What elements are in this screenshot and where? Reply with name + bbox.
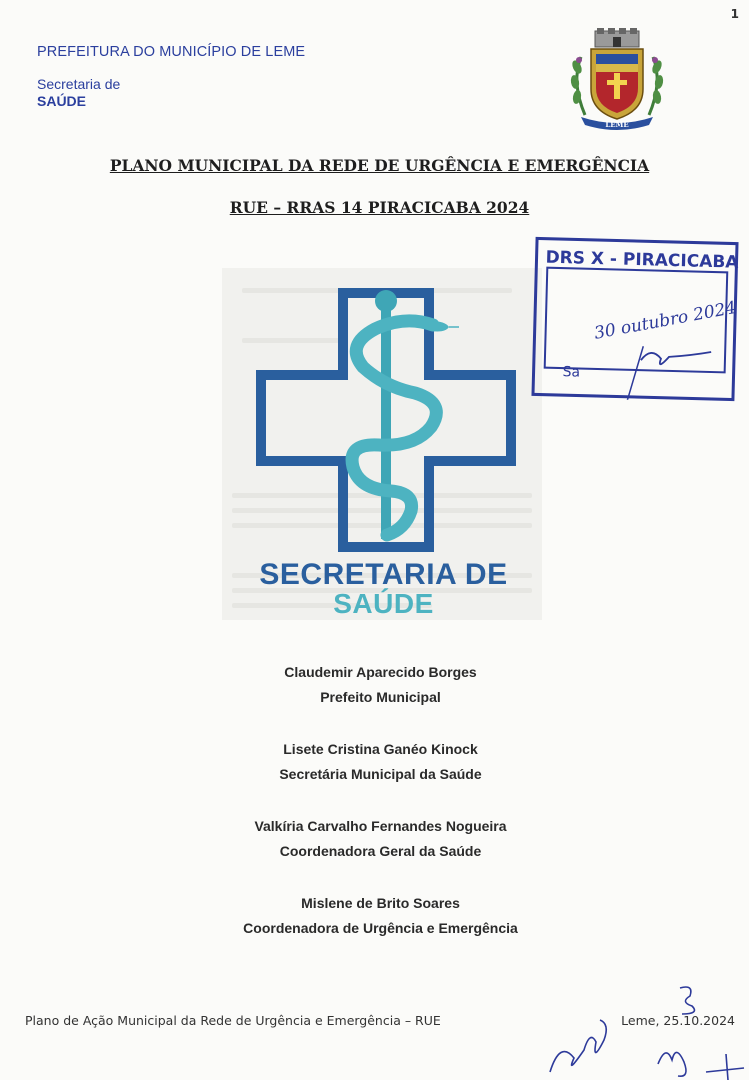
- document-title-line2: RUE – RRAS 14 PIRACICABA 2024: [229, 198, 530, 217]
- coat-of-arms-icon: [567, 27, 667, 133]
- stamp-header: DRS X - PIRACICABA: [545, 247, 739, 273]
- signatories-list: [0, 660, 749, 968]
- saude-label: SAÚDE: [37, 93, 87, 109]
- signatory-name: Valkíria Carvalho Fernandes Nogueira: [254, 818, 507, 834]
- prefeitura-title: PREFEITURA DO MUNICÍPIO DE LEME: [37, 44, 306, 60]
- signatory-3: [12, 814, 749, 864]
- document-title-line1: PLANO MUNICIPAL DA REDE DE URGÊNCIA E EMERGÊNCIA: [109, 156, 650, 175]
- coat-of-arms-banner: LEME: [605, 120, 629, 129]
- stamp-footer: Sa: [562, 364, 581, 381]
- signatory-role: Coordenadora Geral da Saúde: [279, 843, 482, 859]
- secretaria-label: Secretaria de: [37, 76, 121, 92]
- logo-text-secretaria: SECRETARIA DE: [259, 558, 508, 591]
- signatory-4: [12, 891, 749, 941]
- stamp-date: 30 outubro 2024: [592, 297, 738, 344]
- signatory-role: Secretária Municipal da Saúde: [279, 766, 482, 782]
- secretaria-saude-logo-icon: [255, 285, 517, 555]
- received-stamp: [530, 235, 740, 402]
- page-number: 1: [730, 7, 739, 21]
- footer-document-name: Plano de Ação Municipal da Rede de Urgência e Emergência – RUE: [25, 1013, 441, 1028]
- signatory-role: Prefeito Municipal: [320, 689, 441, 705]
- signatory-2: [12, 737, 749, 787]
- signatory-name: Lisete Cristina Ganéo Kinock: [283, 741, 478, 757]
- signatory-role: Coordenadora de Urgência e Emergência: [243, 920, 518, 936]
- logo-text-saude: SAÚDE: [333, 588, 434, 619]
- footer-place-date: Leme, 25.10.2024: [621, 1013, 735, 1028]
- signatory-name: Mislene de Brito Soares: [301, 895, 460, 911]
- handwritten-initials-icon: [530, 980, 749, 1080]
- header-institution: [37, 44, 305, 109]
- signatory-name: Claudemir Aparecido Borges: [284, 664, 477, 680]
- stamp-signature-icon: [641, 350, 711, 365]
- signatory-1: [12, 660, 749, 710]
